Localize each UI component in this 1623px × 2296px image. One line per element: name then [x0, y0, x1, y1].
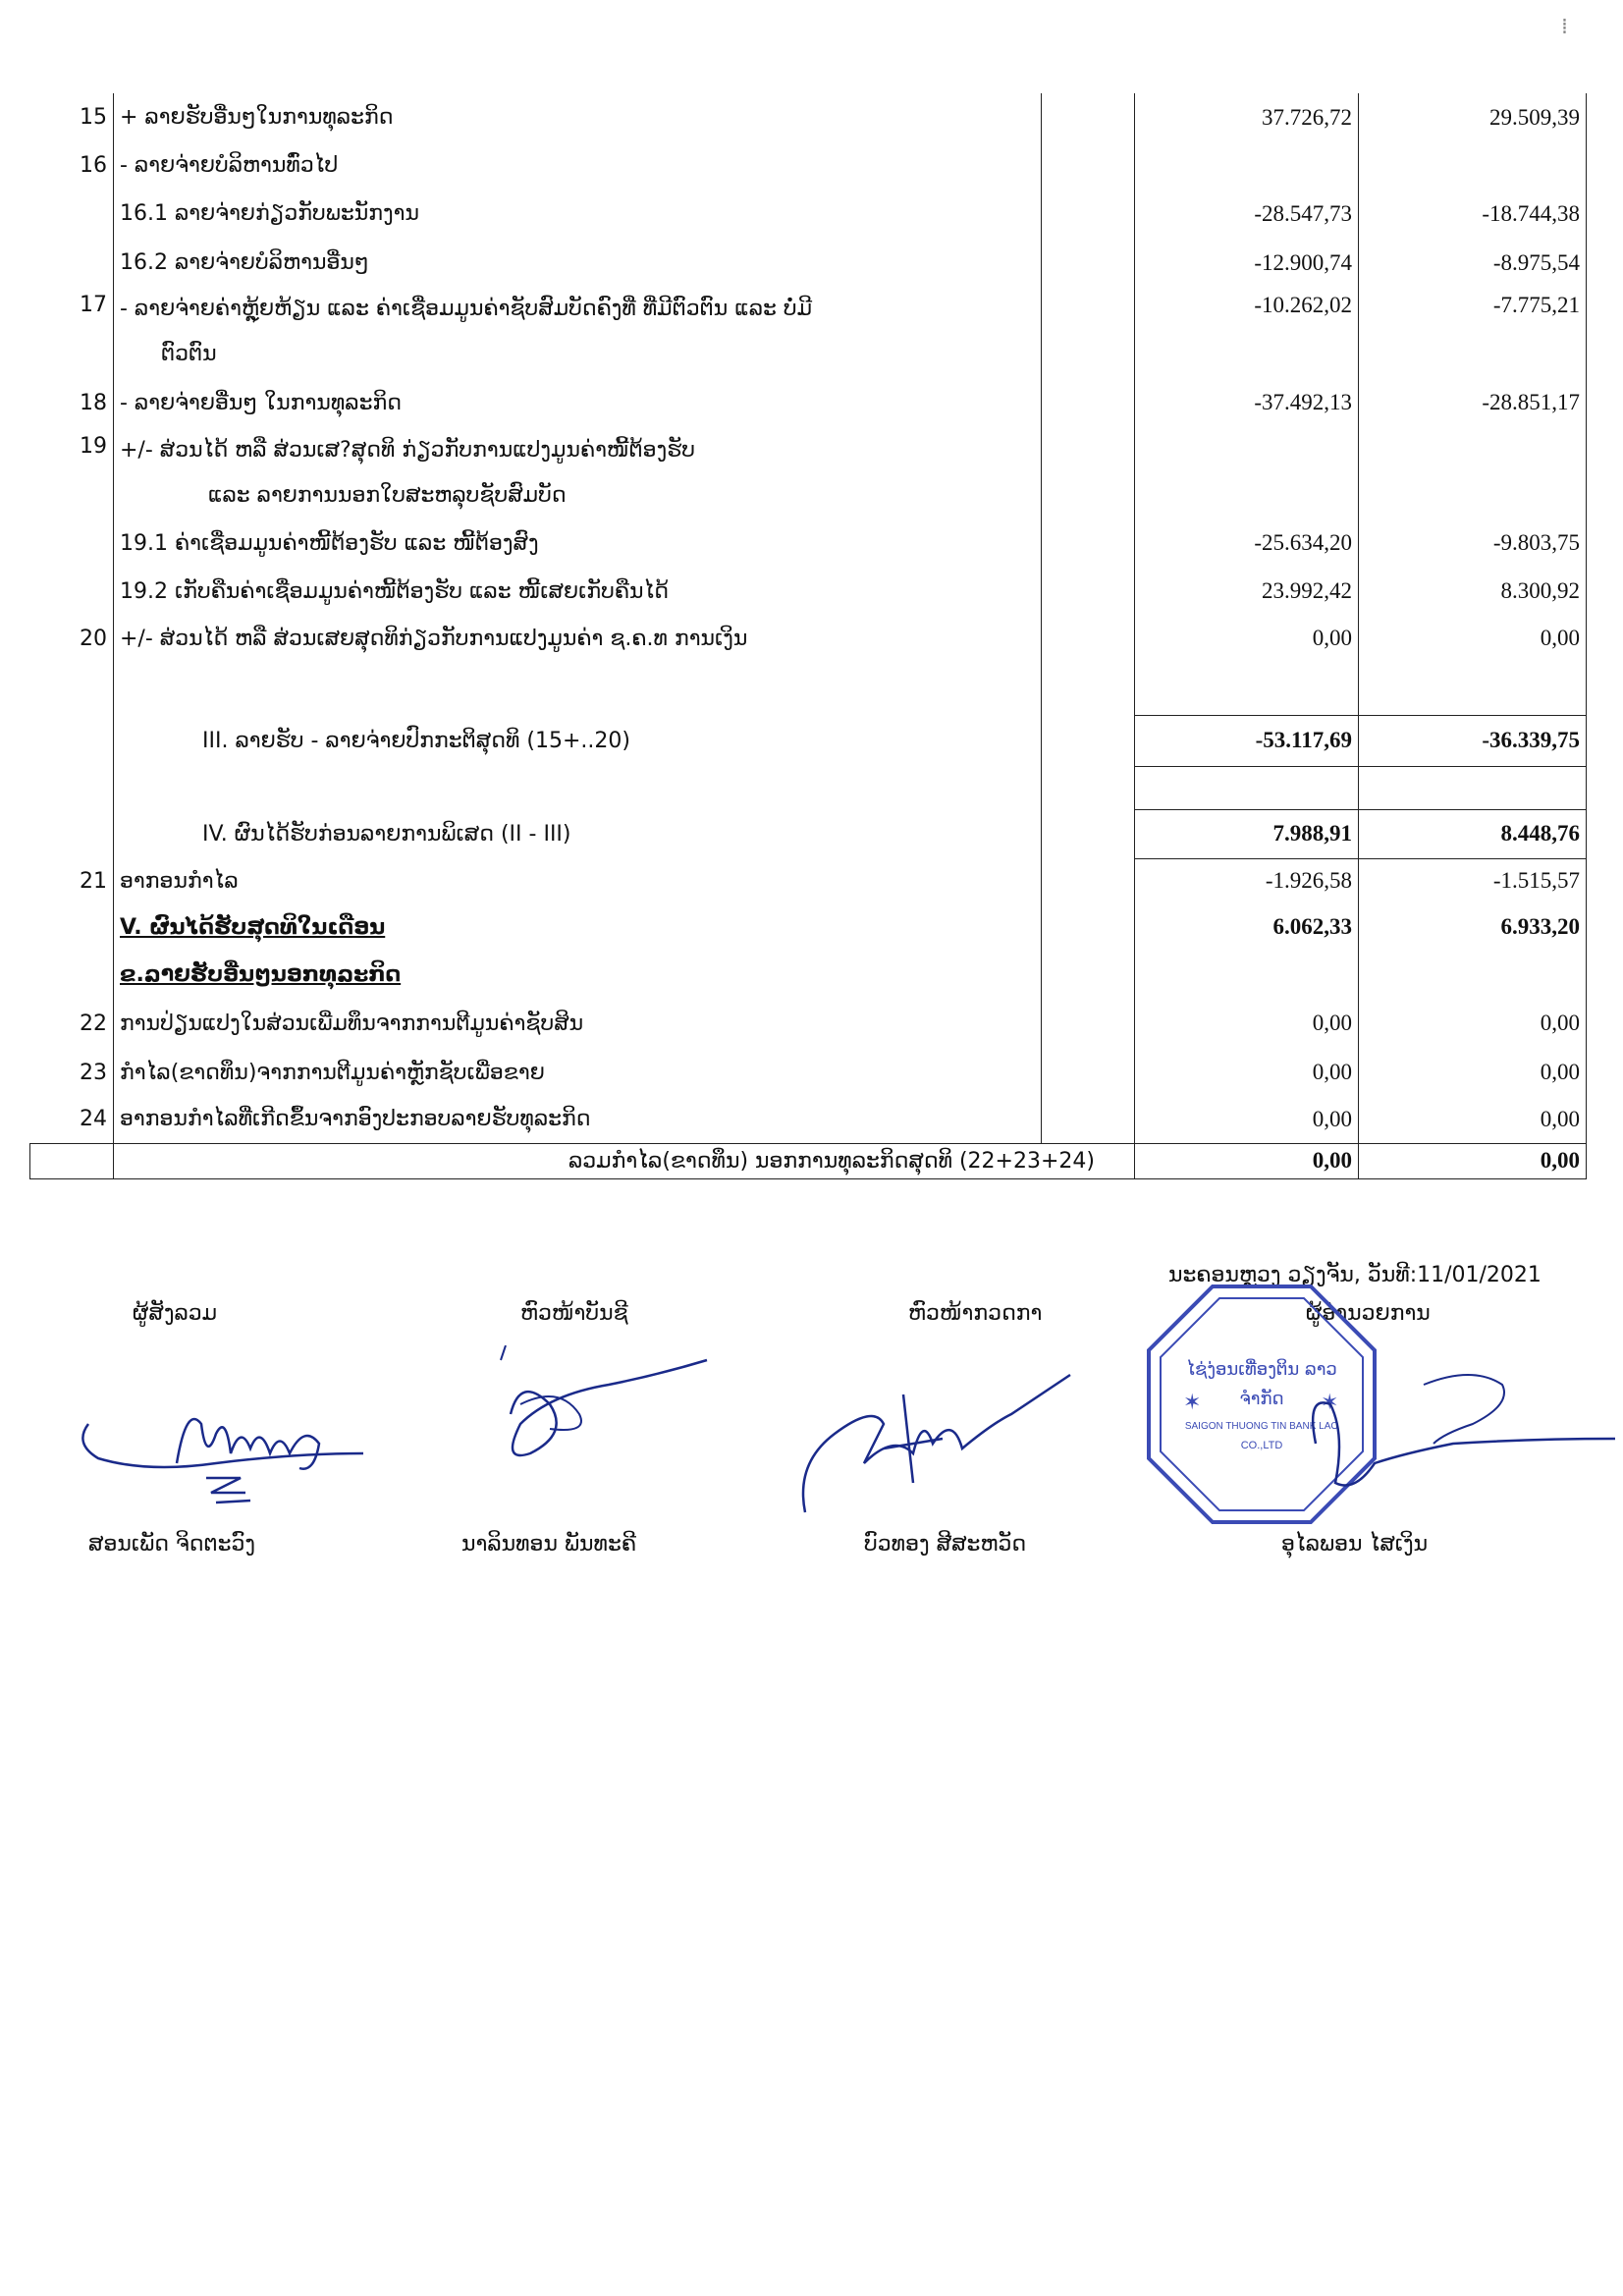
value-current	[1135, 141, 1359, 189]
section-v-label: V. ຜົນໄດ້ຮັບສຸດທິໃນເດືອນ	[120, 914, 386, 940]
empty-cell	[1042, 662, 1135, 715]
value-previous: 8.448,76	[1359, 809, 1587, 858]
row-description: ອາກອນກຳໄລ	[114, 858, 1042, 903]
value-current	[1135, 428, 1359, 519]
value-previous: -28.851,17	[1359, 377, 1587, 428]
value-current: -1.926,58	[1135, 858, 1359, 903]
empty-cell	[1042, 141, 1135, 189]
row-number	[30, 189, 114, 239]
value-current: -28.547,73	[1135, 189, 1359, 239]
signer1-name: ສອນເພັດ ຈິດຕະວົງ	[88, 1532, 256, 1557]
row-description: - ລາຍຈ່າຍບໍລິຫານທົ່ວໄປ	[114, 141, 1042, 189]
empty-cell	[1042, 903, 1135, 951]
value-current: -25.634,20	[1135, 519, 1359, 568]
income-statement-table	[29, 93, 1587, 1179]
row-description: - ລາຍຈ່າຍອື່ນໆ ໃນການທຸລະກິດ	[114, 377, 1042, 428]
subtotal-row-iv	[30, 809, 1587, 858]
value-previous: -9.803,75	[1359, 519, 1587, 568]
row-description: + ລາຍຮັບອື່ນໆໃນການທຸລະກິດ	[114, 93, 1042, 141]
signature-1	[69, 1385, 373, 1512]
table-row	[30, 1049, 1587, 1096]
signer4-name: ອຸໄລພອນ ໄສເງິນ	[1281, 1532, 1429, 1557]
table-row	[30, 428, 1587, 519]
spacer	[1135, 951, 1359, 998]
row-description	[114, 287, 1042, 377]
row-description-line2: ຕົວຕົນ	[161, 342, 217, 366]
value-previous: -18.744,38	[1359, 189, 1587, 239]
row-description: 19.2 ເກັບຄືນຄ່າເຊື່ອມມູນຄ່າໜີ້ຕ້ອງຮັບ ແລະ ໜີ້ເສຍເກັບຄືນໄດ້	[114, 568, 1042, 615]
empty-cell	[1042, 287, 1135, 377]
row-number	[30, 1143, 114, 1178]
net-result-row	[30, 903, 1587, 951]
value-previous: 0,00	[1359, 998, 1587, 1049]
row-number: 24	[30, 1096, 114, 1143]
empty-cell	[1042, 428, 1135, 519]
row-description: ອາກອນກຳໄລທີ່ເກີດຂຶ້ນຈາກອົງປະກອບລາຍຮັບທຸລະກິດ	[114, 1096, 1042, 1143]
value-current: 0,00	[1135, 1143, 1359, 1178]
subtotal-row-iii	[30, 715, 1587, 766]
place-date: ນະຄອນຫຼວງ ວຽງຈັນ, ວັນທີ:11/01/2021	[1168, 1263, 1542, 1287]
value-current: 0,00	[1135, 1096, 1359, 1143]
row-number	[30, 662, 114, 715]
value-current: 37.726,72	[1135, 93, 1359, 141]
value-previous	[1359, 141, 1587, 189]
value-previous: 8.300,92	[1359, 568, 1587, 615]
value-previous	[1359, 428, 1587, 519]
empty-cell	[1042, 1049, 1135, 1096]
signer3-name: ບົວທອງ ສີສະຫວັດ	[864, 1532, 1027, 1557]
empty-cell	[1042, 766, 1135, 809]
row-description-line1: - ລາຍຈ່າຍຄ່າຫຼຸ້ຍຫ້ຽນ ແລະ ຄ່າເຊື່ອມມູນຄ່າຊັບສົມບັດຄົງທີ່ ທີ່ມີຕົວຕົນ ແລະ ບໍ່ມີ	[120, 297, 813, 321]
table-row	[30, 1096, 1587, 1143]
empty-cell	[1042, 377, 1135, 428]
empty-cell	[1042, 189, 1135, 239]
seal-text-co: CO.,LTD	[1240, 1440, 1283, 1451]
row-number	[30, 568, 114, 615]
empty-cell	[1042, 519, 1135, 568]
table-row	[30, 615, 1587, 662]
row-description-line1: +/- ສ່ວນໄດ້ ຫລື ສ່ວນເສ?ສຸດທິ ກ່ຽວກັບການແປງມູນຄ່າໜີ້ຕ້ອງຮັບ	[120, 438, 695, 463]
signature-area	[0, 1247, 1623, 1591]
value-previous: 6.933,20	[1359, 903, 1587, 951]
row-number	[30, 809, 114, 858]
signer3-title: ຫົວໜ້າກວດກາ	[908, 1301, 1043, 1326]
empty-cell	[1042, 858, 1135, 903]
spacer	[114, 766, 1042, 809]
value-current: -12.900,74	[1135, 239, 1359, 287]
row-number: 22	[30, 998, 114, 1049]
empty-cell	[1042, 568, 1135, 615]
empty-cell	[1042, 93, 1135, 141]
table-row	[30, 858, 1587, 903]
row-description: 19.1 ຄ່າເຊື່ອມມູນຄ່າໜີ້ຕ້ອງຮັບ ແລະ ໜີ້ຕ້ອງສົງ	[114, 519, 1042, 568]
row-description	[114, 951, 1042, 998]
svg-text:✶: ✶	[1183, 1391, 1202, 1415]
value-current: 0,00	[1135, 998, 1359, 1049]
spacer	[1135, 662, 1359, 715]
row-description-line2: ແລະ ລາຍການນອກໃບສະຫລຸບຊັບສົມບັດ	[208, 483, 567, 508]
seal-text-bank: SAIGON THUONG TIN BANK LAO	[1184, 1421, 1339, 1432]
empty-cell	[1042, 715, 1135, 766]
row-description: 16.1 ລາຍຈ່າຍກ່ຽວກັບພະນັກງານ	[114, 189, 1042, 239]
value-previous: 0,00	[1359, 1049, 1587, 1096]
table-row	[30, 519, 1587, 568]
empty-cell	[1042, 239, 1135, 287]
value-previous: -1.515,57	[1359, 858, 1587, 903]
row-number	[30, 239, 114, 287]
table-row	[30, 287, 1587, 377]
value-previous: 0,00	[1359, 1096, 1587, 1143]
value-previous: 0,00	[1359, 1143, 1587, 1178]
row-number: 21	[30, 858, 114, 903]
signer2-name: ນາລິນທອນ ພັນທະຄີ	[461, 1532, 637, 1557]
row-description: ກຳໄລ(ຂາດທຶນ)ຈາກການຕີມູນຄ່າຫຼັກຊັບເພື່ອຂາຍ	[114, 1049, 1042, 1096]
table-row	[30, 239, 1587, 287]
signature-3	[785, 1355, 1080, 1522]
signature-4	[1276, 1345, 1620, 1512]
table-row	[30, 141, 1587, 189]
spacer	[1135, 766, 1359, 809]
signer2-title: ຫົວໜ້າບັນຊີ	[520, 1301, 628, 1326]
row-number: 15	[30, 93, 114, 141]
value-previous: -36.339,75	[1359, 715, 1587, 766]
row-number	[30, 951, 114, 998]
value-current: -53.117,69	[1135, 715, 1359, 766]
signer4-title: ຜູ້ອຳນວຍການ	[1306, 1301, 1431, 1326]
table-row	[30, 662, 1587, 715]
empty-cell	[1042, 809, 1135, 858]
row-description	[114, 903, 1042, 951]
value-current: -10.262,02	[1135, 287, 1359, 377]
table-row	[30, 93, 1587, 141]
row-number: 23	[30, 1049, 114, 1096]
row-description	[114, 428, 1042, 519]
value-current: -37.492,13	[1135, 377, 1359, 428]
value-previous: 0,00	[1359, 615, 1587, 662]
value-previous: 29.509,39	[1359, 93, 1587, 141]
svg-text:✶: ✶	[1321, 1391, 1339, 1415]
section-b-label: ຂ.ລາຍຮັບອື່ນໆນອກທຸລະກິດ	[120, 961, 402, 987]
row-number	[30, 715, 114, 766]
row-number	[30, 519, 114, 568]
row-description: +/- ສ່ວນໄດ້ ຫລື ສ່ວນເສຍສຸດທິກ່ຽວກັບການແປງມູນຄ່າ ຊ.ຄ.ທ ການເງິນ	[114, 615, 1042, 662]
empty-cell	[1042, 615, 1135, 662]
empty-cell	[1042, 951, 1135, 998]
value-previous: -8.975,54	[1359, 239, 1587, 287]
row-number: 17	[30, 287, 114, 377]
empty-cell	[1042, 1096, 1135, 1143]
value-current: 23.992,42	[1135, 568, 1359, 615]
value-previous: -7.775,21	[1359, 287, 1587, 377]
row-number	[30, 903, 114, 951]
row-description: 16.2 ລາຍຈ່າຍບໍລິຫານອື່ນໆ	[114, 239, 1042, 287]
table-row	[30, 998, 1587, 1049]
section-iii-label: III. ລາຍຮັບ - ລາຍຈ່າຍປົກກະຕິສຸດທິ (15+..20)	[114, 715, 1042, 766]
empty-cell	[1042, 998, 1135, 1049]
blank-row	[30, 766, 1587, 809]
row-number	[30, 766, 114, 809]
spacer	[1359, 766, 1587, 809]
spacer	[1359, 951, 1587, 998]
section-b-row	[30, 951, 1587, 998]
seal-text-lao: ໄຊ່ງ່ອນເທື່ອງຕິນ ລາວ	[1186, 1359, 1337, 1380]
table-row	[30, 568, 1587, 615]
row-number: 20	[30, 615, 114, 662]
section-iv-label: IV. ຜົນໄດ້ຮັບກ່ອນລາຍການພິເສດ (II - III)	[114, 809, 1042, 858]
table-row	[30, 189, 1587, 239]
scan-edge-mark: ⁞	[1561, 15, 1568, 39]
value-current: 0,00	[1135, 1049, 1359, 1096]
row-number: 16	[30, 141, 114, 189]
total-row	[30, 1143, 1587, 1178]
value-current: 7.988,91	[1135, 809, 1359, 858]
table-row	[30, 377, 1587, 428]
row-description: ການປ່ຽນແປງໃນສ່ວນເພີ່ມທຶນຈາກການຕີມູນຄ່າຊັບສິນ	[114, 998, 1042, 1049]
total-label: ລວມກຳໄລ(ຂາດທຶນ) ນອກການທຸລະກິດສຸດທິ (22+23+24)	[114, 1143, 1135, 1178]
spacer	[114, 662, 1042, 715]
income-statement-sheet	[29, 93, 1586, 1179]
value-current: 6.062,33	[1135, 903, 1359, 951]
seal-text-limited: ຈຳກັດ	[1239, 1389, 1284, 1409]
value-current: 0,00	[1135, 615, 1359, 662]
signature-2	[491, 1345, 717, 1493]
row-number: 18	[30, 377, 114, 428]
spacer	[1359, 662, 1587, 715]
signer1-title: ຜູ້ສັງລວມ	[133, 1301, 218, 1326]
row-number: 19	[30, 428, 114, 519]
